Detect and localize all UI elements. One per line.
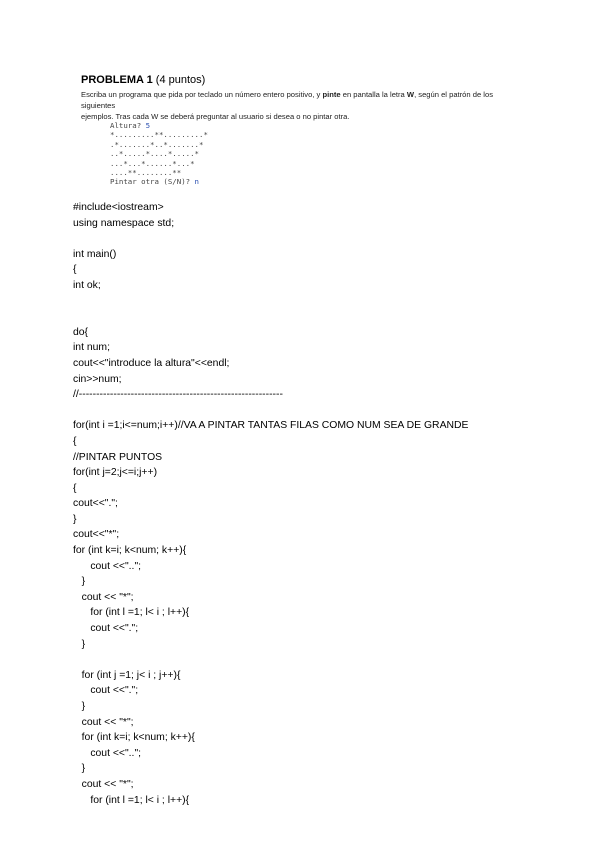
sample-row: ....**........** [110,168,182,178]
code-line: cout<<"."; [73,498,118,510]
code-line: cout <<".."; [73,560,142,572]
statement-part-3: , según el patrón de los siguientes [81,90,494,110]
code-line: } [73,763,86,775]
code-line: { [73,435,77,447]
code-line [73,403,543,419]
sample-row: *.........**.........* [110,130,208,140]
statement-part-1: Escriba un programa que pida por teclado un número entero positivo, y [81,90,323,99]
problem-title [81,74,521,87]
code-line: for(int j=2;j<=i;j++) [73,467,158,479]
code-line: int ok; [73,279,101,291]
code-line: for (int k=i; k<num; k++){ [73,545,187,557]
sample-again-line [110,177,208,186]
problem-title-points: (4 puntos) [152,74,206,86]
sample-prompt-value: 5 [145,121,151,130]
code-line: for (int j =1; j< i ; j++){ [73,669,181,681]
code-line: for (int l =1; l< i ; l++){ [73,794,190,806]
code-line: do{ [73,326,89,338]
code-line: } [73,576,86,588]
code-line [73,231,543,247]
sample-row: ..*.....*....*.....* [110,149,199,159]
code-listing [73,200,543,808]
code-line: { [73,482,77,494]
code-line: } [73,513,77,525]
code-line: cout <<".."; [73,747,142,759]
code-line: cout <<"."; [73,623,139,635]
statement-bold-pinte: pinte [322,90,341,99]
problem-statement [81,89,521,122]
sample-again-value: n [194,177,199,187]
code-line: cout << "*"; [73,591,134,603]
code-line: int main() [73,248,117,260]
sample-again-label: Pintar otra (S/N)? [110,177,195,187]
code-line: for (int l =1; l< i ; l++){ [73,607,190,619]
statement-bold-w: W [406,90,415,99]
code-line: cout << "*"; [73,716,134,728]
statement-line-2: ejemplos. Tras cada W se deberá preguntar al usuario si desea o no pintar otra. [81,112,350,121]
code-line: #include<iostream> [73,202,164,213]
sample-row: ...*...*......*...* [110,158,195,168]
sample-prompt-label: Altura? [110,121,146,130]
code-line: cout << "*"; [73,778,134,790]
code-line [73,309,543,325]
code-line: cin>>num; [73,373,122,385]
code-line: int num; [73,342,110,354]
code-line: using namespace std; [73,217,175,229]
sample-row: .*.......*..*.......* [110,139,204,149]
statement-part-2: en pantalla la letra [340,90,407,99]
code-line: //PINTAR PUNTOS [73,451,163,463]
code-line [73,652,543,668]
code-line: for(int i =1;i<=num;i++)//VA A PINTAR TANTAS FILAS COMO NUM SEA DE GRANDE [73,420,469,432]
code-line: } [73,638,86,650]
code-line: cout <<"."; [73,685,139,697]
code-line: cout<<"*"; [73,529,120,541]
sample-output [110,121,208,187]
sample-prompt-line [110,121,208,130]
code-line: { [73,264,77,276]
code-line: //----------------------------------------------------------- [73,389,283,401]
problem-title-bold: PROBLEMA 1 [81,74,153,86]
code-line: cout<<"introduce la altura"<<endl; [73,357,230,369]
problem-block [81,74,521,122]
code-line: for (int k=i; k<num; k++){ [73,732,195,744]
code-line [73,294,543,310]
code-line: } [73,701,86,712]
